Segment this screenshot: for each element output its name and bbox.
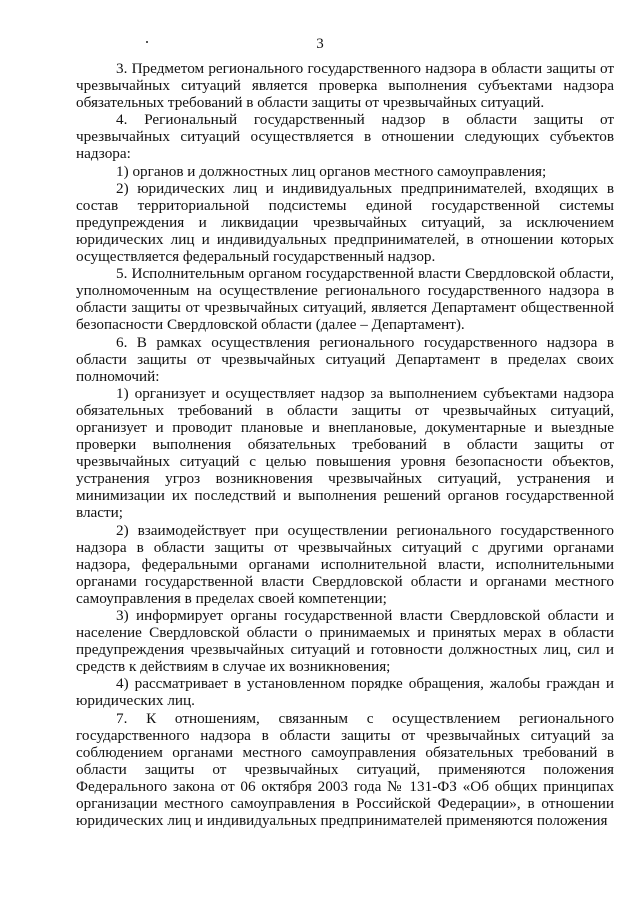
scan-speck [146, 41, 148, 43]
page-number: 3 [316, 36, 324, 52]
paragraph-6-item-3: 3) информирует органы государственной власти Свердловской области и население Свердловской области о принимаемых и принятых мерах в области предупреждения чрезвычайных ситуаций и готовности должностных лиц, сил и средств к действиям в случае их возникновения; [76, 607, 614, 676]
paragraph-6-item-1: 1) организует и осуществляет надзор за выполнением субъектами надзора обязательных требований в области защиты от чрезвычайных ситуаций, организует и проводит плановые и внеплановые, документарные и выездные проверки выполнения обязательных требований в области защиты от чрезвычайных ситуаций с целью повышения уровня безопасности объектов, устранения угроз возникновения чрезвычайных ситуаций, устранения и минимизации их последствий и выполнения решений органов государственной власти; [76, 384, 614, 522]
document-body [76, 60, 614, 829]
paragraph-7: 7. К отношениям, связанным с осуществлением регионального государственного надзора в области защиты от чрезвычайных ситуаций за соблюдением органами местного самоуправления обязательных требований в области защиты от чрезвычайных ситуаций, применяются положения Федерального закона от 06 октября 2003 года № 131-ФЗ «Об общих принципах организации местного самоуправления в Российской Федерации», в отношении юридических лиц и индивидуальных предпринимателей применяются положения [76, 709, 614, 830]
paragraph-6-item-2: 2) взаимодействует при осуществлении регионального государственного надзора в области защиты от чрезвычайных ситуаций с другими органами надзора, федеральными органами исполнительной власти, исполнительными органами государственной власти Свердловской области и органами местного самоуправления в пределах своей компетенции; [76, 521, 614, 607]
paragraph-4-item-1: 1) органов и должностных лиц органов местного самоуправления; [116, 162, 547, 180]
paragraph-6: 6. В рамках осуществления регионального государственного надзора в области защиты от чрезвычайных ситуаций Департамент в пределах своих полномочий: [76, 333, 614, 385]
paragraph-4: 4. Региональный государственный надзор в области защиты от чрезвычайных ситуаций осуществляется в отношении следующих субъектов надзора: [76, 111, 614, 163]
paragraph-6-item-4: 4) рассматривает в установленном порядке обращения, жалобы граждан и юридических лиц. [76, 675, 614, 710]
paragraph-4-item-2: 2) юридических лиц и индивидуальных предпринимателей, входящих в состав территориальной подсистемы единой государственной системы предупреждения и ликвидации чрезвычайных ситуаций, за исключением юридических лиц и индивидуальных предпринимателей, в отношении которых осуществляется федеральный государственный надзор. [76, 179, 614, 266]
paragraph-5: 5. Исполнительным органом государственной власти Свердловской области, уполномоченным на осуществление регионального государственного надзора в области защиты от чрезвычайных ситуаций, является Департамент общественной безопасности Свердловской области (далее – Департамент). [76, 265, 614, 334]
paragraph-3: 3. Предметом регионального государственного надзора в области защиты от чрезвычайных ситуаций является проверка выполнения субъектами надзора обязательных требований в области защиты от чрезвычайных ситуаций. [76, 60, 614, 112]
